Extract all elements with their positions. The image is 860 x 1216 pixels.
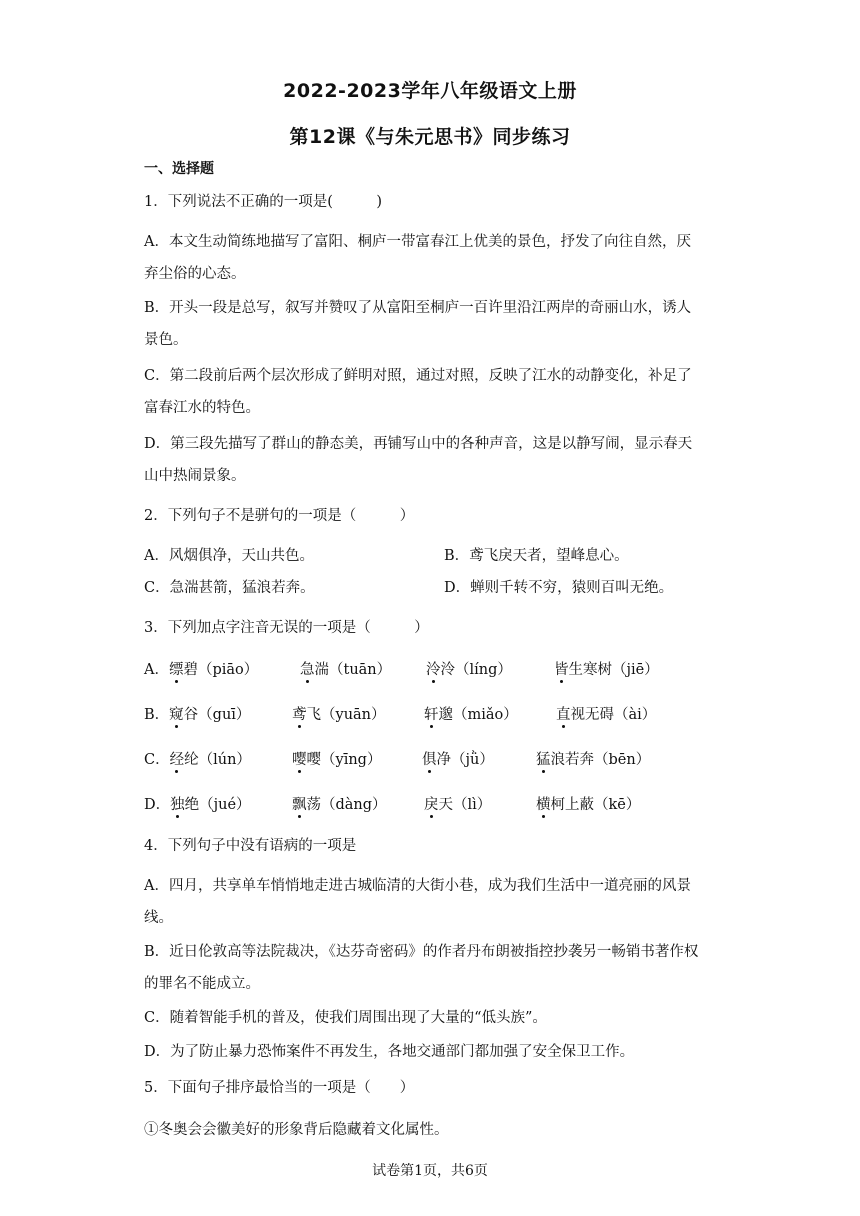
q5-sentence-1: ①冬奥会会徽美好的形象背后隐藏着文化属性。 xyxy=(144,1122,449,1138)
q2-option-b: B．鸢飞戾天者，望峰息心。 xyxy=(444,548,629,564)
q3-d-item-3: 戾天（lì） xyxy=(424,797,492,813)
q2-option-c: C．急湍甚箭，猛浪若奔。 xyxy=(144,580,315,596)
q3-b-item-2: 鸢飞（yuān） xyxy=(292,707,386,723)
q3-a-item-4: 皆生寒树（jiē） xyxy=(554,662,659,678)
q4-option-a-line2: 线。 xyxy=(144,910,173,926)
q3-b-item-3: 轩邈（miǎo） xyxy=(424,707,518,723)
q3-c-item-2: 嘤嘤（yīng） xyxy=(292,752,382,768)
q4-option-d: D．为了防止暴力恐怖案件不再发生，各地交通部门都加强了安全保卫工作。 xyxy=(144,1044,635,1060)
emphasis-dot-char: 经 xyxy=(169,752,185,768)
q1-option-d-line2: 山中热闹景象。 xyxy=(144,468,246,484)
emphasis-dot-char: 泠 xyxy=(426,662,441,678)
q3-b-item-1: B．窥谷（guī） xyxy=(144,707,251,723)
q4-stem: 4．下列句子中没有语病的一项是 xyxy=(144,838,357,854)
q3-a-item-2: 急湍（tuān） xyxy=(300,662,392,678)
q3-stem: 3．下列加点字注音无误的一项是（ ） xyxy=(144,620,429,636)
q3-d-item-1: D．独绝（jué） xyxy=(144,797,251,813)
q5-stem: 5．下面句子排序最恰当的一项是（ ） xyxy=(144,1080,415,1096)
q4-option-a-line1: A．四月，共享单车悄悄地走进古城临清的大街小巷，成为我们生活中一道亮丽的风景 xyxy=(144,878,691,894)
emphasis-dot-char: 直 xyxy=(556,707,571,723)
q3-b-item-4: 直视无碍（ài） xyxy=(556,707,657,723)
emphasis-dot-char: 缥 xyxy=(168,662,184,678)
q4-option-b-line2: 的罪名不能成立。 xyxy=(144,976,260,992)
q1-option-c-line1: C．第二段前后两个层次形成了鲜明对照，通过对照，反映了江水的动静变化，补足了 xyxy=(144,368,692,384)
q3-a-item-1: A．缥碧（piāo） xyxy=(144,662,259,678)
q2-option-d: D．蝉则千转不穷，猿则百叫无绝。 xyxy=(444,580,674,596)
q1-option-b-line2: 景色。 xyxy=(144,332,188,348)
emphasis-dot-char: 轩 xyxy=(424,707,439,723)
title-line-2: 第12课《与朱元思书》同步练习 xyxy=(289,126,571,148)
q3-d-item-4: 横柯上蔽（kē） xyxy=(536,797,641,813)
q3-d-item-2: 飘荡（dàng） xyxy=(292,797,387,813)
section-heading: 一、选择题 xyxy=(144,161,214,177)
q2-stem: 2．下列句子不是骈句的一项是（ ） xyxy=(144,508,415,524)
q1-stem: 1．下列说法不正确的一项是( ) xyxy=(144,194,383,210)
q3-c-item-1: C．经纶（lún） xyxy=(144,752,251,768)
emphasis-dot-char: 横 xyxy=(536,797,551,813)
q1-option-d-line1: D．第三段先描写了群山的静态美，再铺写山中的各种声音，这是以静写闹，显示春天 xyxy=(144,436,693,452)
emphasis-dot-char: 急 xyxy=(300,662,315,678)
title-line-1: 2022-2023学年八年级语文上册 xyxy=(283,80,577,102)
emphasis-dot-char: 飘 xyxy=(292,797,307,813)
emphasis-dot-char: 独 xyxy=(170,797,185,813)
emphasis-dot-char: 鸢 xyxy=(292,707,307,723)
q1-option-c-line2: 富春江水的特色。 xyxy=(144,400,260,416)
emphasis-dot-char: 窥 xyxy=(169,707,184,723)
q1-option-a-line1: A．本文生动简练地描写了富阳、桐庐一带富春江上优美的景色，抒发了向往自然，厌 xyxy=(144,234,691,250)
emphasis-dot-char: 戾 xyxy=(424,797,439,813)
q1-option-a-line2: 弃尘俗的心态。 xyxy=(144,266,246,282)
q4-option-c: C．随着智能手机的普及，使我们周围出现了大量的“低头族”。 xyxy=(144,1010,547,1026)
q3-a-item-3: 泠泠（líng） xyxy=(426,662,512,678)
emphasis-dot-char: 嘤 xyxy=(292,752,307,768)
q3-c-item-4: 猛浪若奔（bēn） xyxy=(536,752,651,768)
page-footer: 试卷第1页，共6页 xyxy=(372,1163,488,1179)
emphasis-dot-char: 俱 xyxy=(422,752,437,768)
emphasis-dot-char: 皆 xyxy=(554,662,569,678)
q1-option-b-line1: B．开头一段是总写，叙写并赞叹了从富阳至桐庐一百许里沿江两岸的奇丽山水，诱人 xyxy=(144,300,692,316)
q3-c-item-3: 俱净（jǜ） xyxy=(422,752,494,768)
emphasis-dot-char: 猛 xyxy=(536,752,551,768)
q4-option-b-line1: B．近日伦敦高等法院裁决，《达芬奇密码》的作者丹布朗被指控抄袭另一畅销书著作权 xyxy=(144,944,699,960)
q2-option-a: A．风烟俱净，天山共色。 xyxy=(144,548,314,564)
